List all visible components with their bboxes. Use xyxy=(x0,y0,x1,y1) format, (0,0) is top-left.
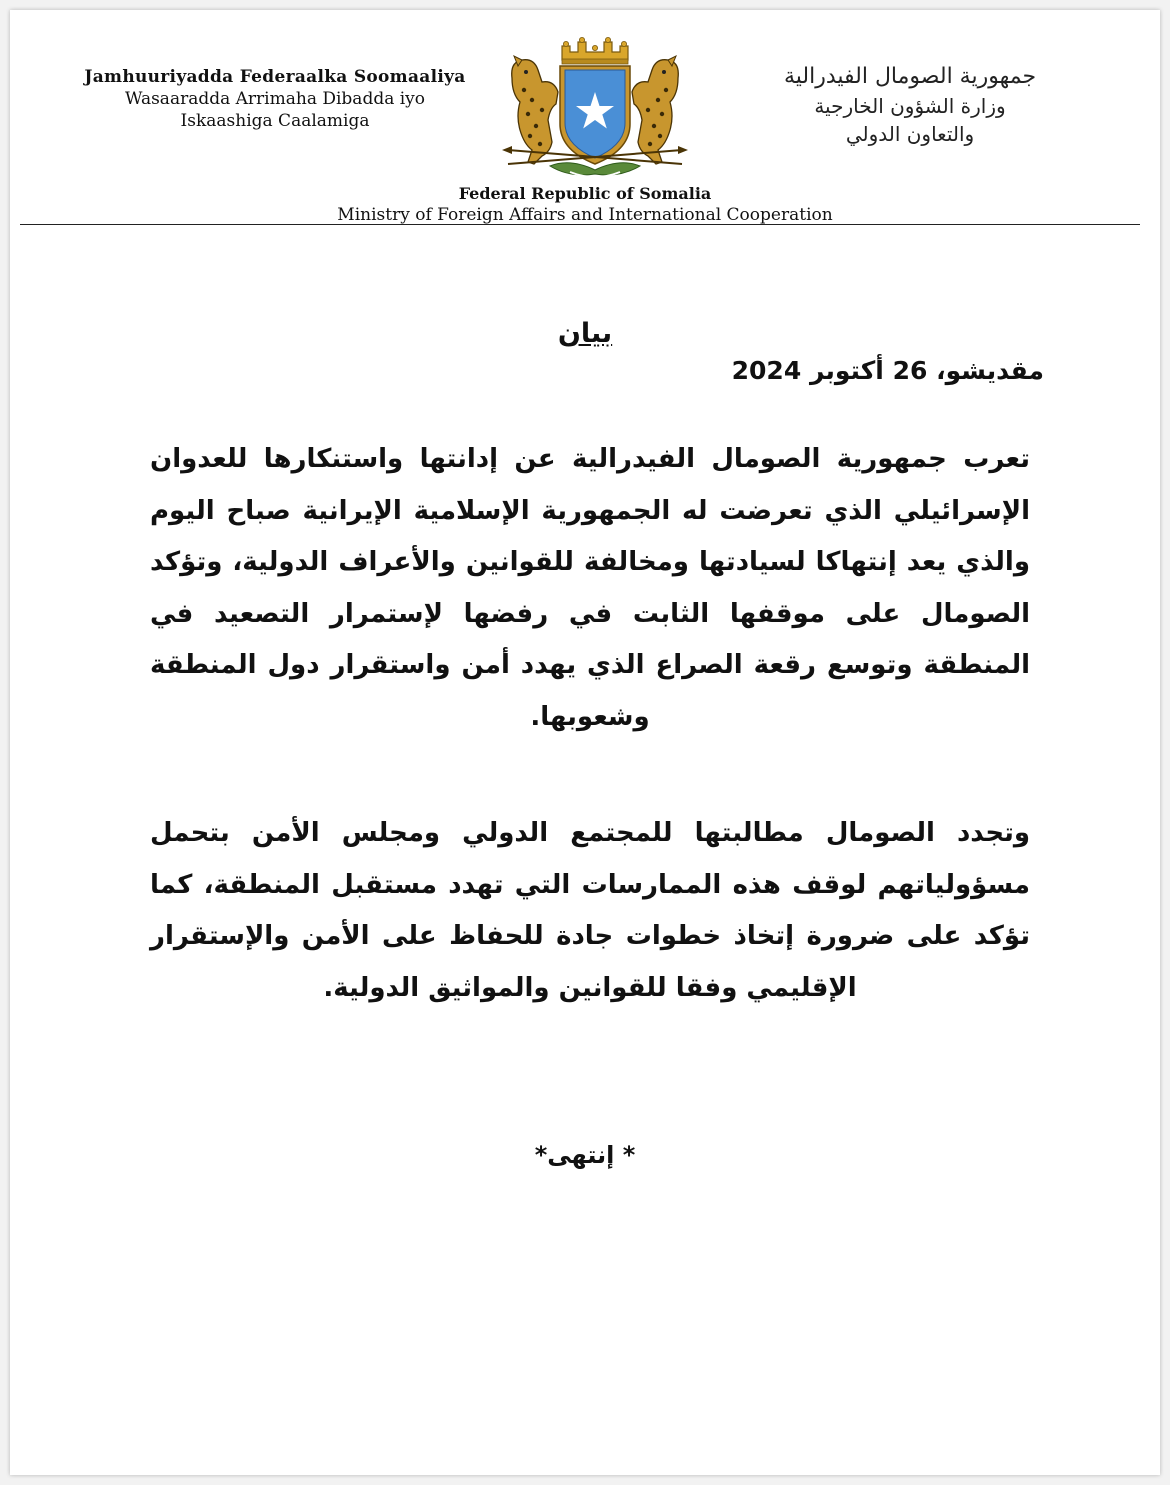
somalia-coat-of-arms-icon xyxy=(490,32,700,190)
statement-paragraph-1: تعرب جمهورية الصومال الفيدرالية عن إدانتها واستنكارها للعدوان الإسرائيلي الذي تعرضت له الجمهورية الإسلامية الإيرانية صباح اليوم والذي يعد إنتهاكا لسيادتها ومخالفة للقوانين والأعراف الدولية، وتؤكد الصومال على موقفها الثابت في رفضها لإستمرار التصعيد في المنطقة وتوسع رقعة الصراع الذي يهدد أمن واستقرار دول المنطقة وشعوبها. xyxy=(150,444,1030,732)
english-line-2: Ministry of Foreign Affairs and International Cooperation xyxy=(337,205,833,225)
somali-line-3: Iskaashiga Caalamiga xyxy=(180,111,370,131)
header-divider xyxy=(20,224,1140,225)
somali-line-1: Jamhuuriyadda Federaalka Soomaaliya xyxy=(84,67,466,87)
end-marker: * إنتهى* xyxy=(534,1141,636,1169)
english-line-1: Federal Republic of Somalia xyxy=(458,184,712,203)
document-title: بيان xyxy=(557,318,613,349)
statement-paragraph-2: وتجدد الصومال مطالبتها للمجتمع الدولي ومجلس الأمن بتحمل مسؤولياتهم لوقف هذه الممارسات التي تهدد مستقبل المنطقة، كما تؤكد على ضرورة إتخاذ خطوات جادة للحفاظ على الأمن والإستقرار الإقليمي وفقا للقوانين والمواثيق الدولية. xyxy=(150,818,1030,1003)
somali-ministry-name xyxy=(60,66,490,132)
letterhead xyxy=(10,10,1160,236)
arabic-line-2: وزارة الشؤون الخارجية xyxy=(814,94,1006,118)
english-ministry-name xyxy=(260,184,910,226)
left-leopard-icon xyxy=(512,56,558,164)
dateline: مقديشو، 26 أكتوبر 2024 xyxy=(731,356,1044,385)
shield-icon xyxy=(560,66,630,164)
somali-line-2: Wasaaradda Arrimaha Dibadda iyo xyxy=(124,89,426,109)
crown-icon xyxy=(562,37,628,64)
arabic-line-3: والتعاون الدولي xyxy=(845,122,975,146)
document-page xyxy=(10,10,1160,1475)
arabic-ministry-name xyxy=(690,62,1130,148)
right-leopard-icon xyxy=(632,56,678,164)
arabic-line-1: جمهورية الصومال الفيدرالية xyxy=(783,64,1037,89)
